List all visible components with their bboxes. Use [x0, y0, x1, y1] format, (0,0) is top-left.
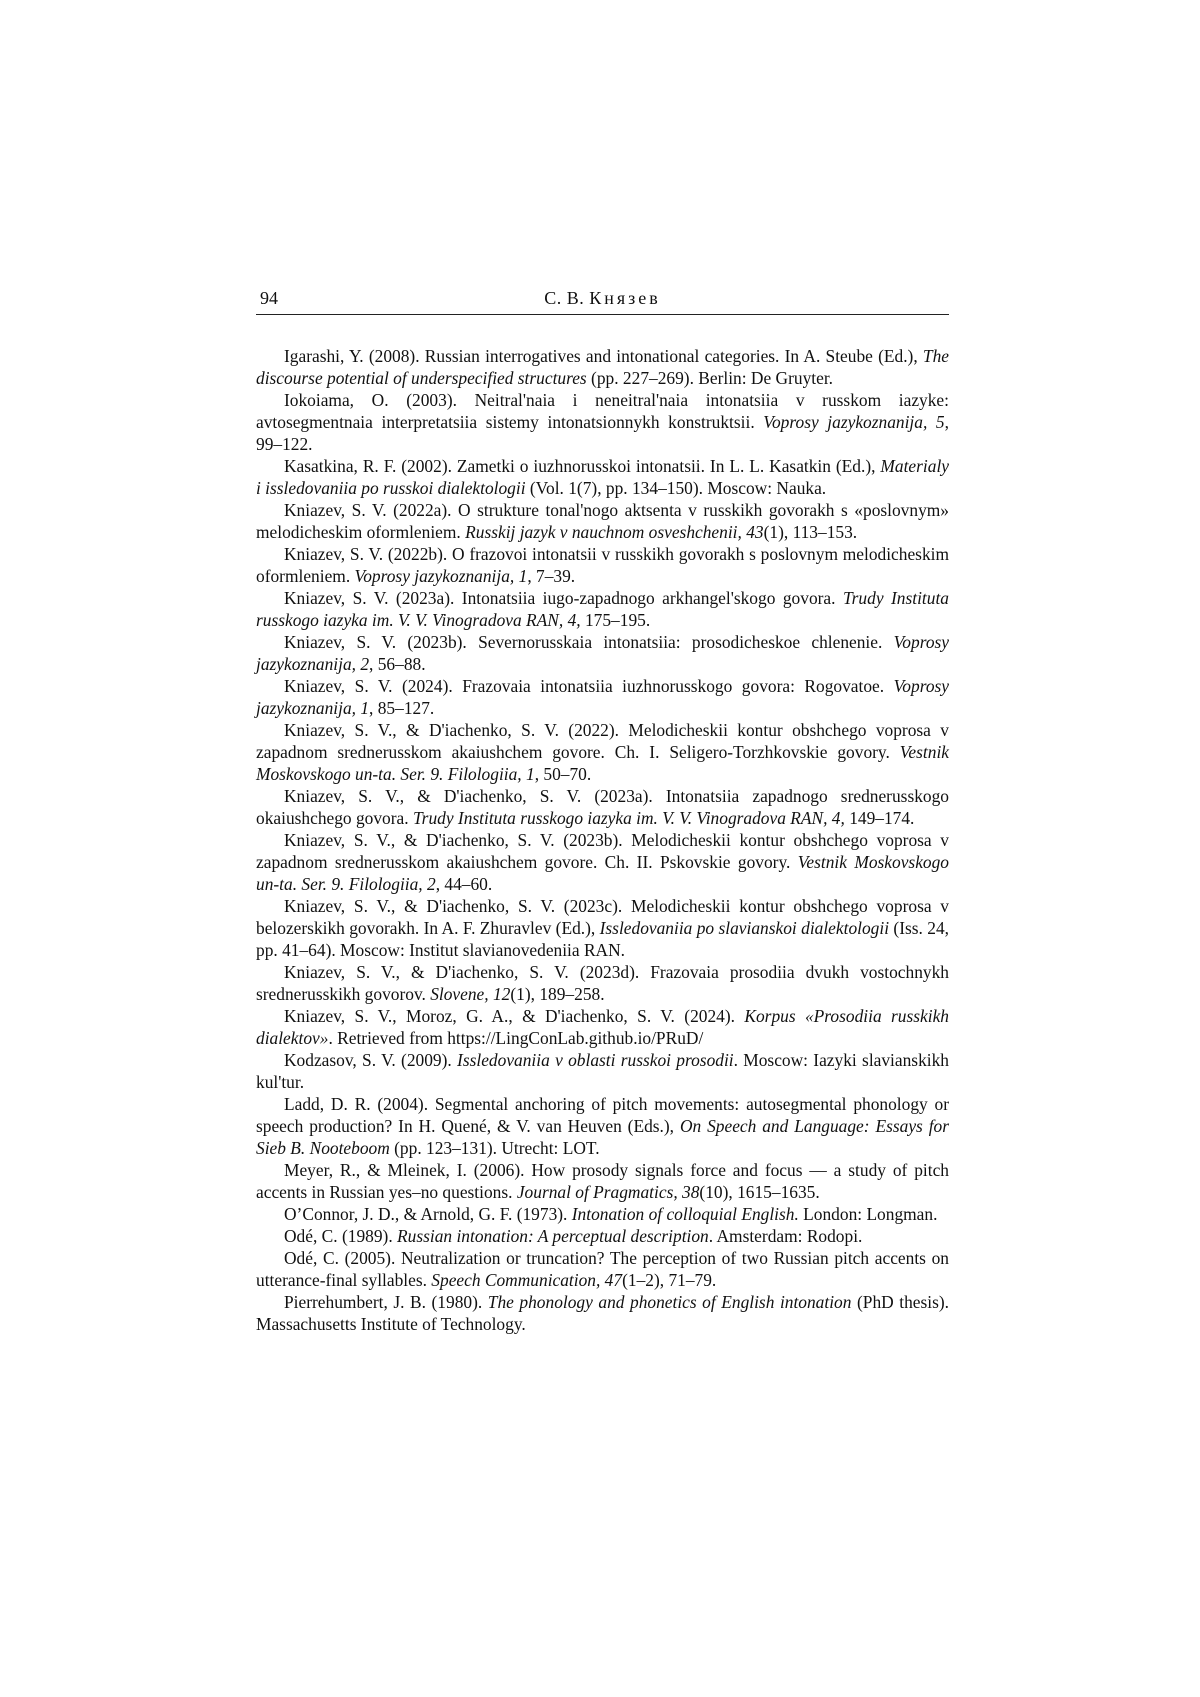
reference-text-segment: , 7–39.: [527, 566, 576, 586]
reference-italic-segment: The discourse potential of underspecified structures: [256, 346, 949, 388]
reference-text-segment: O’Connor, J. D., & Arnold, G. F. (1973).: [284, 1204, 572, 1224]
reference-text-segment: , 44–60.: [435, 874, 493, 894]
reference-text-segment: 175–195.: [580, 610, 651, 630]
reference-italic-segment: Voprosy jazykoznanija, 5: [763, 412, 945, 432]
reference-text-segment: (1–2), 71–79.: [622, 1270, 717, 1290]
reference-entry: [256, 1247, 949, 1291]
reference-text-segment: (1), 189–258.: [510, 984, 605, 1004]
reference-text-segment: Igarashi, Y. (2008). Russian interrogatives and intonational categories. In A. Steube (Ed.),: [284, 346, 923, 366]
reference-entry: [256, 1159, 949, 1203]
reference-italic-segment: Voprosy jazykoznanija, 1: [256, 676, 949, 718]
reference-text-segment: (Iss. 24, pp. 41–64). Moscow: Institut slavianovedeniia RAN.: [256, 918, 949, 960]
reference-italic-segment: Russkij jazyk v nauchnom osveshchenii, 43: [465, 522, 764, 542]
reference-text-segment: Kniazev, S. V. (2023b). Severnorusskaia intonatsiia: prosodicheskoe chlenenie.: [284, 632, 894, 652]
reference-italic-segment: Voprosy jazykoznanija, 1: [354, 566, 528, 586]
reference-italic-segment: Voprosy jazykoznanija, 2: [256, 632, 949, 674]
reference-italic-segment: Issledovaniia po slavianskoi dialektologii: [599, 918, 890, 938]
reference-text-segment: (10), 1615–1635.: [699, 1182, 820, 1202]
reference-entry: [256, 1225, 949, 1247]
reference-text-segment: Kodzasov, S. V. (2009).: [284, 1050, 458, 1070]
page-header: [256, 288, 949, 315]
reference-entry: [256, 829, 949, 895]
reference-italic-segment: Russian intonation: A perceptual description: [397, 1226, 709, 1246]
reference-entry: [256, 345, 949, 389]
reference-italic-segment: Materialy i issledovaniia po russkoi dialektologii: [256, 456, 949, 498]
reference-list: [256, 345, 949, 1335]
reference-italic-segment: Speech Communication, 47: [431, 1270, 623, 1290]
reference-entry: [256, 389, 949, 455]
reference-entry: [256, 719, 949, 785]
reference-entry: [256, 1203, 949, 1225]
reference-text-segment: (PhD thesis). Massachusetts Institute of Technology.: [256, 1292, 949, 1334]
reference-italic-segment: On Speech and Language: Essays for Sieb B. Nooteboom: [256, 1116, 950, 1158]
reference-text-segment: . Retrieved from https://LingConLab.github.io/PRuD/: [328, 1028, 704, 1048]
reference-text-segment: Meyer, R., & Mleinek, I. (2006). How prosody signals force and focus — a study of pitch accents in Russian yes–no questions.: [256, 1160, 949, 1202]
reference-italic-segment: Issledovaniia v oblasti russkoi prosodii: [457, 1050, 734, 1070]
reference-entry: [256, 1291, 949, 1335]
reference-text-segment: Kniazev, S. V., & D'iachenko, S. V. (2023b). Melodicheskii kontur obshchego voprosa v zapadnom srednerusskom akaiushchem govore. Ch. II. Pskovskie govory.: [256, 830, 949, 872]
reference-text-segment: Kniazev, S. V., Moroz, G. A., & D'iachenko, S. V. (2024).: [284, 1006, 745, 1026]
reference-text-segment: (pp. 123–131). Utrecht: LOT.: [389, 1138, 600, 1158]
reference-entry: [256, 895, 949, 961]
reference-text-segment: Kniazev, S. V. (2022a). O strukture tonal'nogo aktsenta v russkikh govorakh s «poslovnym» melodicheskim oformleniem.: [256, 500, 949, 542]
reference-text-segment: Ladd, D. R. (2004). Segmental anchoring of pitch movements: autosegmental phonology or speech production? In H. Quené, & V. van Heuven (Eds.),: [256, 1094, 949, 1136]
reference-entry: [256, 785, 949, 829]
reference-text-segment: (1), 113–153.: [763, 522, 858, 542]
reference-text-segment: Kniazev, S. V. (2023a). Intonatsiia iugo-zapadnogo arkhangel'skogo govora.: [284, 588, 843, 608]
author-initials: С. В.: [544, 288, 585, 308]
reference-text-segment: , 99–122.: [256, 412, 949, 454]
reference-entry: [256, 961, 949, 1005]
reference-text-segment: Kniazev, S. V. (2024). Frazovaia intonatsiia iuzhnorusskogo govora: Rogovatoe.: [284, 676, 894, 696]
reference-entry: [256, 1093, 949, 1159]
reference-text-segment: London: Longman.: [798, 1204, 938, 1224]
reference-entry: [256, 675, 949, 719]
reference-text-segment: (pp. 227–269). Berlin: De Gruyter.: [586, 368, 834, 388]
reference-italic-segment: Korpus «Prosodiia russkikh dialektov»: [256, 1006, 949, 1048]
reference-text-segment: Kniazev, S. V., & D'iachenko, S. V. (2022). Melodicheskii kontur obshchego voprosa v zapadnom srednerusskom akaiushchem govore. Ch. I. Seligero-Torzhkovskie govory.: [256, 720, 949, 762]
running-head: [256, 288, 949, 309]
reference-italic-segment: Intonation of colloquial English.: [571, 1204, 799, 1224]
reference-text-segment: Odé, C. (1989).: [284, 1226, 398, 1246]
reference-entry: [256, 1049, 949, 1093]
reference-entry: [256, 499, 949, 543]
reference-entry: [256, 631, 949, 675]
reference-entry: [256, 543, 949, 587]
reference-italic-segment: Trudy Instituta russkogo iazyka im. V. V. Vinogradova RAN, 4,: [412, 808, 845, 828]
reference-text-segment: , 50–70.: [534, 764, 592, 784]
reference-text-segment: . Moscow: Iazyki slavianskikh kul'tur.: [256, 1050, 949, 1092]
reference-text-segment: Kniazev, S. V., & D'iachenko, S. V. (2023a). Intonatsiia zapadnogo srednerusskogo okaiushchego govora.: [256, 786, 949, 828]
author-surname: Князев: [589, 288, 661, 308]
reference-italic-segment: Trudy Instituta russkogo iazyka im. V. V. Vinogradova RAN, 4,: [256, 588, 949, 630]
reference-text-segment: 149–174.: [844, 808, 915, 828]
reference-italic-segment: The phonology and phonetics of English intonation: [487, 1292, 852, 1312]
reference-italic-segment: Journal of Pragmatics, 38: [516, 1182, 700, 1202]
reference-text-segment: Kniazev, S. V., & D'iachenko, S. V. (2023d). Frazovaia prosodiia dvukh vostochnykh srednerusskikh govorov.: [256, 962, 949, 1004]
reference-italic-segment: Vestnik Moskovskogo un-ta. Ser. 9. Filologiia, 1: [256, 742, 949, 784]
reference-text-segment: Kniazev, S. V. (2022b). O frazovoi intonatsii v russkikh govorakh s poslovnym melodicheskim oformleniem.: [256, 544, 949, 586]
page-number: 94: [260, 288, 278, 308]
reference-text-segment: Pierrehumbert, J. B. (1980).: [284, 1292, 488, 1312]
reference-text-segment: Iokoiama, O. (2003). Neitral'naia i neneitral'naia intonatsiia v russkom iazyke: avtosegmentnaia interpretatsiia sistemy intonatsionnykh konstruktsii.: [256, 390, 949, 432]
reference-text-segment: , 85–127.: [369, 698, 435, 718]
reference-text-segment: (Vol. 1(7), pp. 134–150). Moscow: Nauka.: [525, 478, 827, 498]
reference-italic-segment: Slovene, 12: [430, 984, 511, 1004]
reference-italic-segment: Vestnik Moskovskogo un-ta. Ser. 9. Filologiia, 2: [256, 852, 949, 894]
reference-text-segment: , 56–88.: [369, 654, 426, 674]
reference-text-segment: Kniazev, S. V., & D'iachenko, S. V. (2023c). Melodicheskii kontur obshchego voprosa v belozerskikh govorakh. In A. F. Zhuravlev (Ed.),: [256, 896, 949, 938]
reference-entry: [256, 587, 949, 631]
reference-entry: [256, 455, 949, 499]
reference-text-segment: Kasatkina, R. F. (2002). Zametki o iuzhnorusskoi intonatsii. In L. L. Kasatkin (Ed.),: [284, 456, 881, 476]
reference-text-segment: . Amsterdam: Rodopi.: [708, 1226, 863, 1246]
reference-text-segment: Odé, C. (2005). Neutralization or truncation? The perception of two Russian pitch accents on utterance-final syllables.: [256, 1248, 949, 1290]
reference-entry: [256, 1005, 949, 1049]
